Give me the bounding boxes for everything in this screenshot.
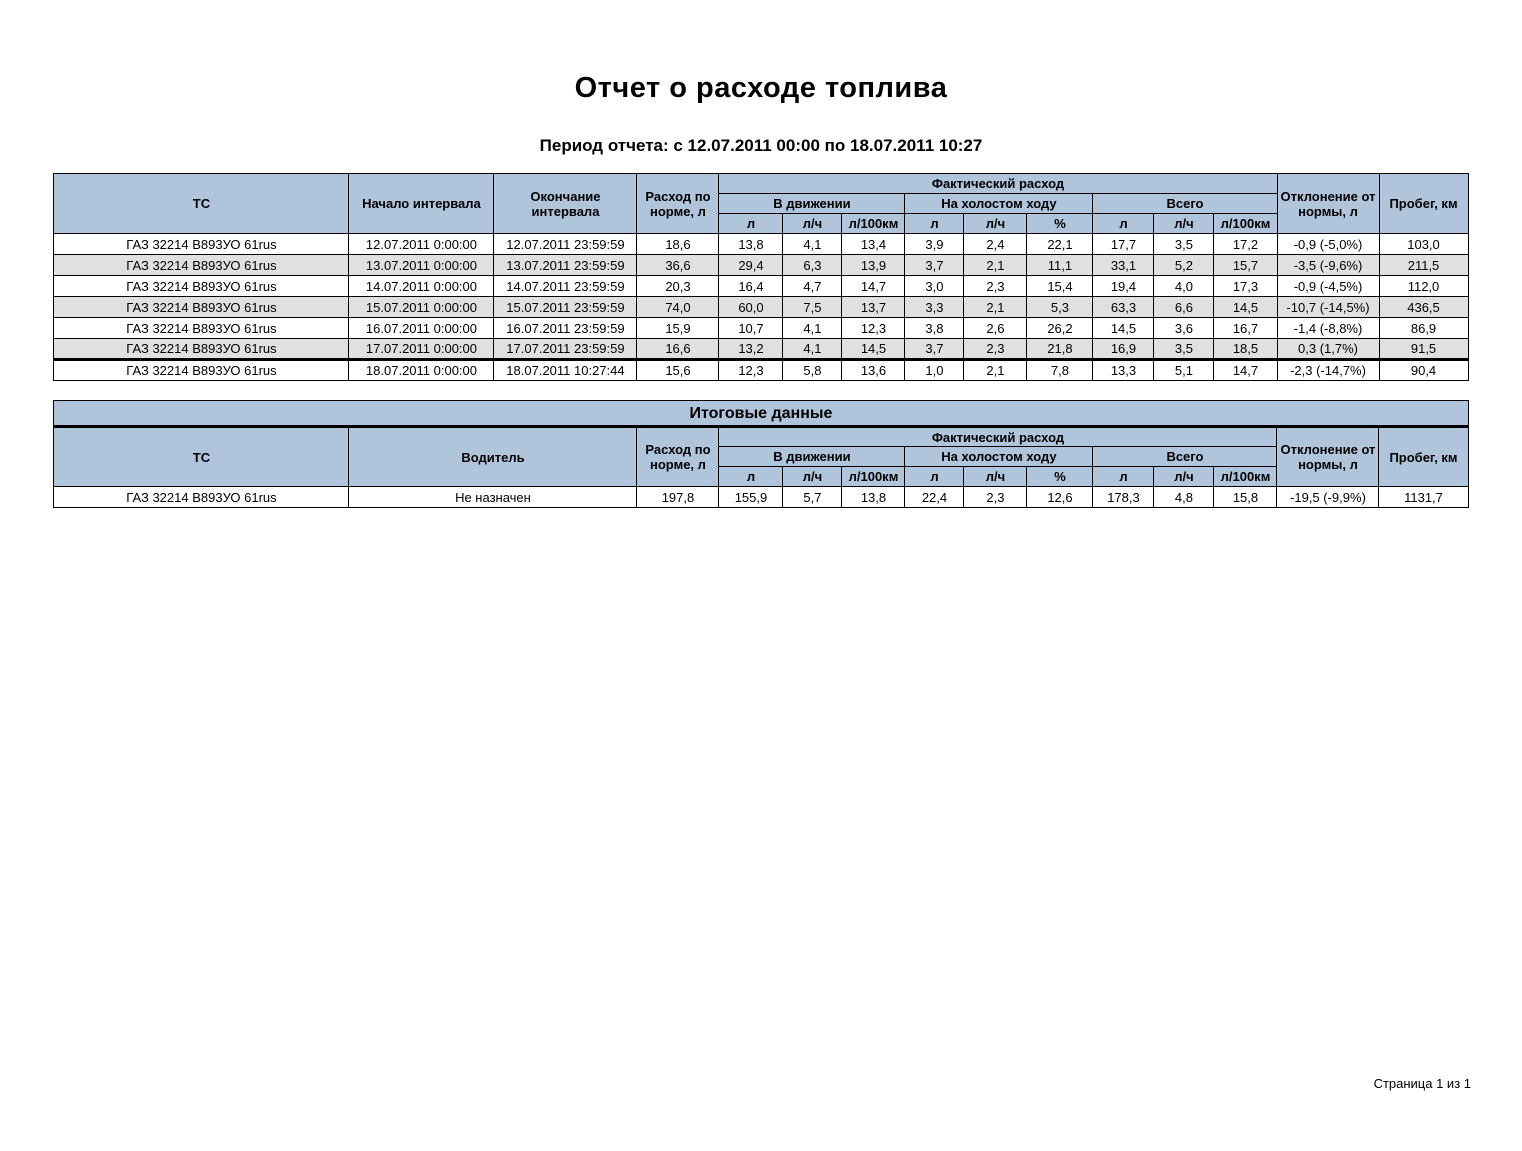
table-cell: 2,1 — [964, 255, 1027, 276]
column-header-interval-end: Окончание интервала — [494, 174, 637, 234]
unit-header: л/ч — [964, 467, 1027, 487]
table-cell: 18.07.2011 0:00:00 — [349, 360, 494, 381]
table-cell: 6,3 — [783, 255, 842, 276]
table-cell: 16,6 — [637, 339, 719, 360]
table-cell: ГАЗ 32214 В893УО 61rus — [54, 297, 349, 318]
table-row — [54, 234, 1468, 255]
table-cell: 60,0 — [719, 297, 783, 318]
table-cell: 21,8 — [1027, 339, 1093, 360]
table-cell: 2,1 — [964, 297, 1027, 318]
column-header-norm-consumption: Расход по норме, л — [637, 427, 719, 487]
table-row — [54, 339, 1468, 360]
unit-header: л/ч — [1154, 467, 1214, 487]
unit-header: л — [905, 467, 964, 487]
table-cell: 5,8 — [783, 360, 842, 381]
table-cell: 18,5 — [1214, 339, 1277, 360]
table-cell: 103,0 — [1379, 234, 1468, 255]
table-cell: 33,1 — [1093, 255, 1154, 276]
table-cell: 1131,7 — [1379, 487, 1468, 508]
table-cell: 11,1 — [1027, 255, 1093, 276]
table-cell: 74,0 — [637, 297, 719, 318]
table-cell: 4,0 — [1154, 276, 1214, 297]
table-cell: 29,4 — [719, 255, 783, 276]
table-cell: 13,8 — [842, 487, 905, 508]
table-cell: 19,4 — [1093, 276, 1154, 297]
table-cell: 2,6 — [964, 318, 1027, 339]
table-cell: 15,4 — [1027, 276, 1093, 297]
table-cell: 2,3 — [964, 487, 1027, 508]
table-cell: 5,1 — [1154, 360, 1214, 381]
table-row — [54, 318, 1468, 339]
unit-header: л — [719, 214, 783, 234]
table-cell: 22,4 — [905, 487, 964, 508]
column-group-total: Всего — [1093, 447, 1277, 467]
table-cell: 5,2 — [1154, 255, 1214, 276]
table-cell: ГАЗ 32214 В893УО 61rus — [54, 276, 349, 297]
table-cell: 16.07.2011 0:00:00 — [349, 318, 494, 339]
table-cell: 16,7 — [1214, 318, 1277, 339]
table-cell: 15.07.2011 23:59:59 — [494, 297, 637, 318]
table-cell: 0,3 (1,7%) — [1277, 339, 1379, 360]
table-cell: 12,3 — [842, 318, 905, 339]
summary-table — [53, 400, 1468, 508]
table-cell: 3,0 — [905, 276, 964, 297]
table-cell: 3,3 — [905, 297, 964, 318]
table-cell: 5,7 — [783, 487, 842, 508]
table-cell: 2,1 — [964, 360, 1027, 381]
table-cell: 13.07.2011 23:59:59 — [494, 255, 637, 276]
table-cell: 13,6 — [842, 360, 905, 381]
table-cell: 14.07.2011 0:00:00 — [349, 276, 494, 297]
table-cell: ГАЗ 32214 В893УО 61rus — [54, 318, 349, 339]
table-cell: 3,7 — [905, 255, 964, 276]
summary-table-body — [54, 487, 1468, 508]
table-cell: ГАЗ 32214 В893УО 61rus — [54, 360, 349, 381]
table-cell: 16.07.2011 23:59:59 — [494, 318, 637, 339]
report-period: Период отчета: с 12.07.2011 00:00 по 18.07.2011 10:27 — [539, 136, 983, 155]
unit-header: л/100км — [842, 214, 905, 234]
table-cell: 16,9 — [1093, 339, 1154, 360]
unit-header: л — [1093, 214, 1154, 234]
table-cell: 211,5 — [1379, 255, 1468, 276]
column-header-vehicle: ТС — [54, 427, 349, 487]
table-cell: 10,7 — [719, 318, 783, 339]
page-title: Отчет о расходе топлива — [574, 72, 948, 104]
table-cell: 4,7 — [783, 276, 842, 297]
table-cell: 3,5 — [1154, 339, 1214, 360]
table-cell: 86,9 — [1379, 318, 1468, 339]
table-cell: 15,6 — [637, 360, 719, 381]
report-table-body — [54, 234, 1468, 381]
table-cell: 2,3 — [964, 276, 1027, 297]
table-cell: 13,7 — [842, 297, 905, 318]
table-cell: 3,9 — [905, 234, 964, 255]
table-cell: 7,5 — [783, 297, 842, 318]
unit-header: л/100км — [1214, 467, 1277, 487]
table-cell: 15,8 — [1214, 487, 1277, 508]
fuel-report-table — [53, 173, 1468, 381]
column-header-mileage: Пробег, км — [1379, 427, 1468, 487]
table-cell: 18.07.2011 10:27:44 — [494, 360, 637, 381]
table-cell: -0,9 (-4,5%) — [1277, 276, 1379, 297]
table-cell: 3,6 — [1154, 318, 1214, 339]
table-cell: 14,7 — [1214, 360, 1277, 381]
unit-header: л/ч — [783, 214, 842, 234]
table-cell: 17,7 — [1093, 234, 1154, 255]
table-cell: 16,4 — [719, 276, 783, 297]
table-cell: 4,8 — [1154, 487, 1214, 508]
unit-header: л/ч — [964, 214, 1027, 234]
column-header-norm-consumption: Расход по норме, л — [637, 174, 719, 234]
column-group-in-motion: В движении — [719, 447, 905, 467]
table-row — [54, 360, 1468, 381]
table-cell: 91,5 — [1379, 339, 1468, 360]
unit-header: л/ч — [1154, 214, 1214, 234]
unit-header: л — [905, 214, 964, 234]
summary-table-title: Итоговые данные — [54, 401, 1468, 427]
table-cell: 2,3 — [964, 339, 1027, 360]
table-cell: -19,5 (-9,9%) — [1277, 487, 1379, 508]
column-header-driver: Водитель — [349, 427, 637, 487]
table-cell: 13,2 — [719, 339, 783, 360]
table-cell: -10,7 (-14,5%) — [1277, 297, 1379, 318]
unit-header: л — [1093, 467, 1154, 487]
unit-header: л/100км — [1214, 214, 1277, 234]
table-cell: ГАЗ 32214 В893УО 61rus — [54, 234, 349, 255]
table-cell: 7,8 — [1027, 360, 1093, 381]
table-cell: 14,7 — [842, 276, 905, 297]
column-header-mileage: Пробег, км — [1379, 174, 1468, 234]
table-cell: 15.07.2011 0:00:00 — [349, 297, 494, 318]
table-cell: ГАЗ 32214 В893УО 61rus — [54, 339, 349, 360]
table-row — [54, 297, 1468, 318]
table-cell: 63,3 — [1093, 297, 1154, 318]
table-cell: 13,8 — [719, 234, 783, 255]
table-cell: 13,4 — [842, 234, 905, 255]
table-cell: 2,4 — [964, 234, 1027, 255]
unit-header: % — [1027, 214, 1093, 234]
table-cell: 14.07.2011 23:59:59 — [494, 276, 637, 297]
table-cell: 13.07.2011 0:00:00 — [349, 255, 494, 276]
column-group-total: Всего — [1093, 194, 1277, 214]
table-cell: 13,9 — [842, 255, 905, 276]
unit-header: л — [719, 467, 783, 487]
column-group-actual-consumption: Фактический расход — [719, 174, 1277, 194]
table-cell: 17.07.2011 0:00:00 — [349, 339, 494, 360]
column-header-vehicle: ТС — [54, 174, 349, 234]
table-cell: -1,4 (-8,8%) — [1277, 318, 1379, 339]
table-cell: 4,1 — [783, 318, 842, 339]
table-cell: 1,0 — [905, 360, 964, 381]
table-cell: 197,8 — [637, 487, 719, 508]
table-cell: -3,5 (-9,6%) — [1277, 255, 1379, 276]
unit-header: л/ч — [783, 467, 842, 487]
table-cell: ГАЗ 32214 В893УО 61rus — [54, 255, 349, 276]
column-header-deviation: Отклонение от нормы, л — [1277, 427, 1379, 487]
table-row — [54, 255, 1468, 276]
table-cell: 3,5 — [1154, 234, 1214, 255]
table-cell: 178,3 — [1093, 487, 1154, 508]
table-cell: 112,0 — [1379, 276, 1468, 297]
column-group-in-motion: В движении — [719, 194, 905, 214]
table-cell: 12,6 — [1027, 487, 1093, 508]
page-footer: Страница 1 из 1 — [1373, 1076, 1471, 1091]
table-cell: 13,3 — [1093, 360, 1154, 381]
column-header-interval-start: Начало интервала — [349, 174, 494, 234]
table-cell: 4,1 — [783, 339, 842, 360]
table-cell: 20,3 — [637, 276, 719, 297]
table-cell: -2,3 (-14,7%) — [1277, 360, 1379, 381]
table-cell: 14,5 — [1214, 297, 1277, 318]
table-cell: 22,1 — [1027, 234, 1093, 255]
table-cell: 36,6 — [637, 255, 719, 276]
table-row — [54, 276, 1468, 297]
table-cell: 14,5 — [842, 339, 905, 360]
table-cell: 3,8 — [905, 318, 964, 339]
table-cell: 18,6 — [637, 234, 719, 255]
table-cell: 6,6 — [1154, 297, 1214, 318]
table-cell: 17,2 — [1214, 234, 1277, 255]
table-cell: 4,1 — [783, 234, 842, 255]
unit-header: % — [1027, 467, 1093, 487]
table-cell: 155,9 — [719, 487, 783, 508]
table-cell: 14,5 — [1093, 318, 1154, 339]
unit-header: л/100км — [842, 467, 905, 487]
table-cell: Не назначен — [349, 487, 637, 508]
table-cell: 436,5 — [1379, 297, 1468, 318]
column-group-idle: На холостом ходу — [905, 194, 1093, 214]
table-cell: 12,3 — [719, 360, 783, 381]
table-cell: 3,7 — [905, 339, 964, 360]
table-cell: 15,9 — [637, 318, 719, 339]
table-cell: 17,3 — [1214, 276, 1277, 297]
table-cell: ГАЗ 32214 В893УО 61rus — [54, 487, 349, 508]
table-cell: 90,4 — [1379, 360, 1468, 381]
table-cell: 26,2 — [1027, 318, 1093, 339]
table-cell: 17.07.2011 23:59:59 — [494, 339, 637, 360]
column-group-idle: На холостом ходу — [905, 447, 1093, 467]
table-cell: -0,9 (-5,0%) — [1277, 234, 1379, 255]
table-cell: 5,3 — [1027, 297, 1093, 318]
table-cell: 15,7 — [1214, 255, 1277, 276]
table-cell: 12.07.2011 0:00:00 — [349, 234, 494, 255]
table-cell: 12.07.2011 23:59:59 — [494, 234, 637, 255]
table-row — [54, 487, 1468, 508]
column-header-deviation: Отклонение от нормы, л — [1277, 174, 1379, 234]
column-group-actual-consumption: Фактический расход — [719, 427, 1277, 447]
